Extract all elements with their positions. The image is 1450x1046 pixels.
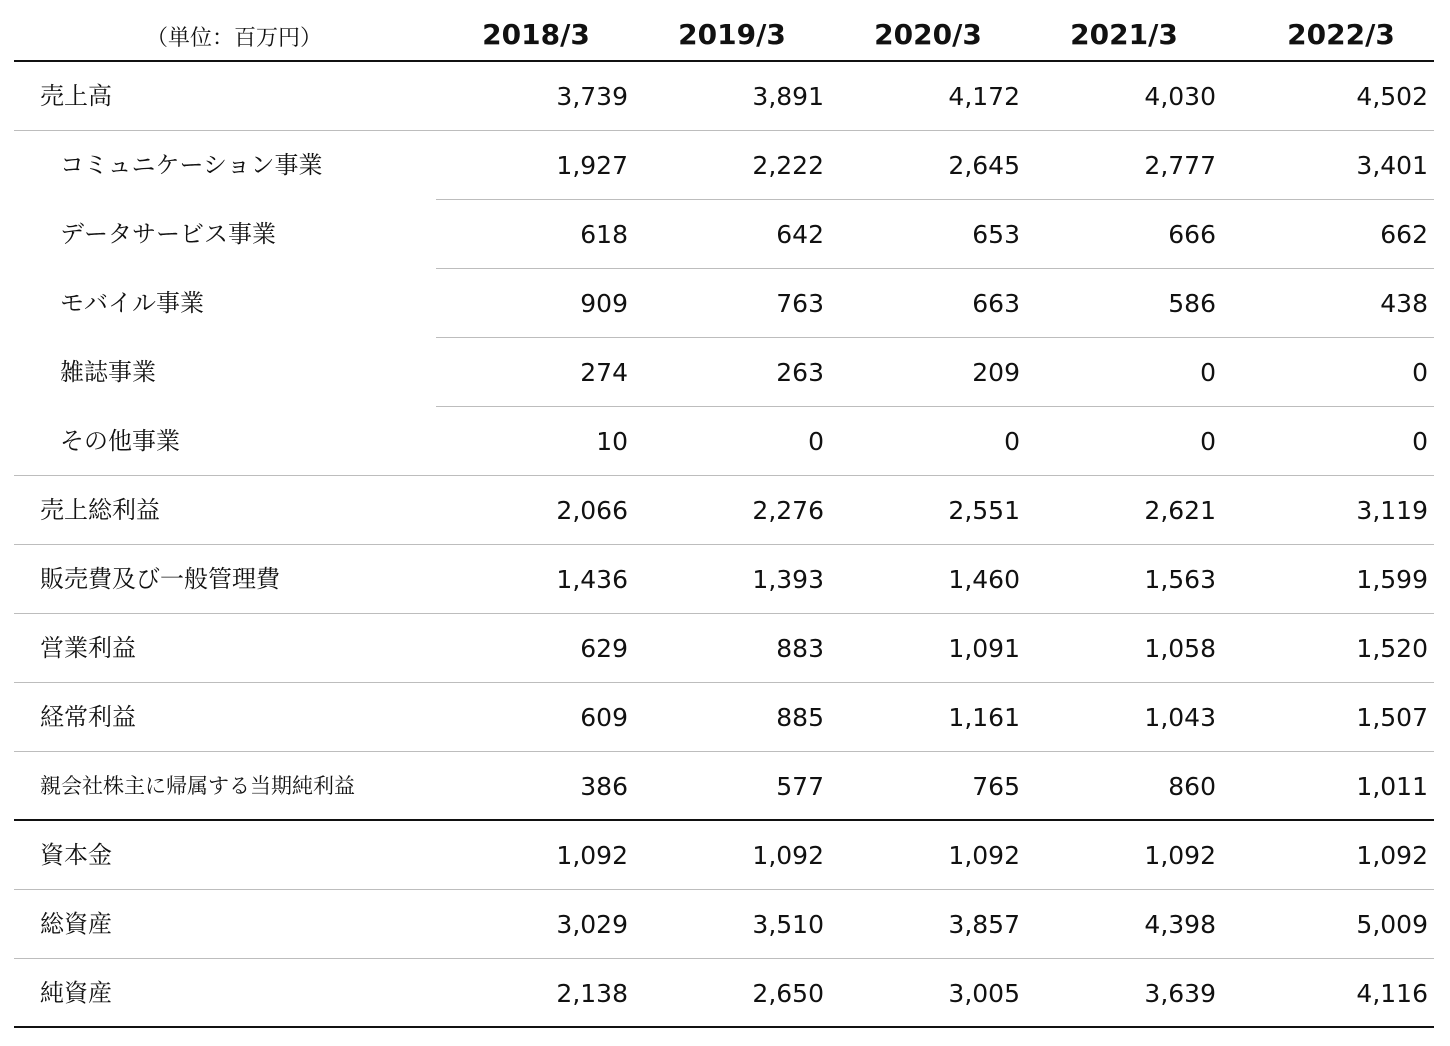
row-value: 3,510 — [752, 910, 824, 939]
table-row — [14, 338, 1434, 407]
row-value: 5,009 — [1356, 910, 1428, 939]
row-value: 653 — [972, 220, 1020, 249]
row-value: 2,551 — [948, 496, 1020, 525]
row-value: 2,621 — [1144, 496, 1216, 525]
row-value: 3,401 — [1356, 151, 1428, 180]
row-label: 親会社株主に帰属する当期純利益 — [40, 774, 355, 798]
row-label: モバイル事業 — [60, 289, 204, 317]
row-value: 1,091 — [948, 634, 1020, 663]
table-row — [14, 476, 1434, 545]
row-value: 3,029 — [556, 910, 628, 939]
row-value: 1,436 — [556, 565, 628, 594]
row-value: 663 — [972, 289, 1020, 318]
row-value: 609 — [580, 703, 628, 732]
row-value: 0 — [1200, 427, 1216, 456]
row-value: 883 — [776, 634, 824, 663]
table-row — [14, 131, 1434, 200]
row-value: 642 — [776, 220, 824, 249]
table-bottom-border — [14, 1026, 1434, 1028]
row-label: その他事業 — [60, 427, 180, 455]
row-value: 209 — [972, 358, 1020, 387]
row-value: 618 — [580, 220, 628, 249]
row-value: 263 — [776, 358, 824, 387]
row-value: 1,092 — [1356, 841, 1428, 870]
row-value: 386 — [580, 772, 628, 801]
year-header-2020: 2020/3 — [874, 18, 982, 51]
row-value: 586 — [1168, 289, 1216, 318]
row-value: 3,857 — [948, 910, 1020, 939]
row-value: 0 — [1004, 427, 1020, 456]
row-value: 0 — [1412, 427, 1428, 456]
year-header-2018: 2018/3 — [482, 18, 590, 51]
row-value: 274 — [580, 358, 628, 387]
table-row — [14, 545, 1434, 614]
row-value: 438 — [1380, 289, 1428, 318]
table-row — [14, 959, 1434, 1028]
year-header-2021: 2021/3 — [1070, 18, 1178, 51]
row-value: 1,927 — [556, 151, 628, 180]
row-value: 1,011 — [1356, 772, 1428, 801]
row-value: 629 — [580, 634, 628, 663]
row-value: 1,043 — [1144, 703, 1216, 732]
row-label: 資本金 — [40, 841, 112, 869]
row-value: 2,222 — [752, 151, 824, 180]
row-value: 4,172 — [948, 82, 1020, 111]
row-label: 販売費及び一般管理費 — [40, 565, 280, 593]
row-value: 2,138 — [556, 979, 628, 1008]
row-value: 1,599 — [1356, 565, 1428, 594]
row-value: 3,005 — [948, 979, 1020, 1008]
row-value: 765 — [972, 772, 1020, 801]
row-label: 営業利益 — [40, 634, 136, 662]
row-value: 1,092 — [752, 841, 824, 870]
financial-summary-table — [14, 0, 1434, 1028]
table-row — [14, 269, 1434, 338]
table-row — [14, 407, 1434, 476]
row-label: 総資産 — [40, 910, 112, 938]
row-value: 1,161 — [948, 703, 1020, 732]
row-value: 3,739 — [556, 82, 628, 111]
year-header-2019: 2019/3 — [678, 18, 786, 51]
row-label: 経常利益 — [40, 703, 136, 731]
table-row — [14, 890, 1434, 959]
row-value: 4,116 — [1356, 979, 1428, 1008]
row-value: 909 — [580, 289, 628, 318]
row-value: 666 — [1168, 220, 1216, 249]
row-value: 1,507 — [1356, 703, 1428, 732]
row-value: 4,398 — [1144, 910, 1216, 939]
row-value: 2,066 — [556, 496, 628, 525]
row-value: 2,645 — [948, 151, 1020, 180]
row-value: 1,393 — [752, 565, 824, 594]
table-row — [14, 614, 1434, 683]
table-row — [14, 752, 1434, 821]
table-row — [14, 821, 1434, 890]
row-value: 4,030 — [1144, 82, 1216, 111]
table-row — [14, 683, 1434, 752]
row-value: 1,563 — [1144, 565, 1216, 594]
row-value: 1,092 — [556, 841, 628, 870]
table-header-row — [14, 0, 1434, 62]
row-label: 売上高 — [40, 82, 112, 110]
row-value: 662 — [1380, 220, 1428, 249]
row-value: 10 — [596, 427, 628, 456]
row-value: 577 — [776, 772, 824, 801]
row-value: 2,650 — [752, 979, 824, 1008]
row-value: 3,119 — [1356, 496, 1428, 525]
table-row — [14, 200, 1434, 269]
row-value: 0 — [808, 427, 824, 456]
row-value: 2,777 — [1144, 151, 1216, 180]
row-value: 1,058 — [1144, 634, 1216, 663]
row-value: 4,502 — [1356, 82, 1428, 111]
row-value: 3,639 — [1144, 979, 1216, 1008]
row-value: 1,092 — [1144, 841, 1216, 870]
table-row — [14, 62, 1434, 131]
row-value: 1,460 — [948, 565, 1020, 594]
row-value: 0 — [1200, 358, 1216, 387]
row-label: 純資産 — [40, 979, 112, 1007]
row-label: 雑誌事業 — [60, 358, 156, 386]
row-value: 763 — [776, 289, 824, 318]
row-value: 860 — [1168, 772, 1216, 801]
row-value: 1,092 — [948, 841, 1020, 870]
row-value: 2,276 — [752, 496, 824, 525]
row-value: 0 — [1412, 358, 1428, 387]
row-value: 885 — [776, 703, 824, 732]
row-label: コミュニケーション事業 — [60, 151, 323, 179]
row-label: 売上総利益 — [40, 496, 160, 524]
row-label: データサービス事業 — [60, 220, 276, 248]
row-value: 1,520 — [1356, 634, 1428, 663]
year-header-2022: 2022/3 — [1287, 18, 1395, 51]
unit-label: （単位：百万円） — [145, 26, 322, 51]
row-value: 3,891 — [752, 82, 824, 111]
